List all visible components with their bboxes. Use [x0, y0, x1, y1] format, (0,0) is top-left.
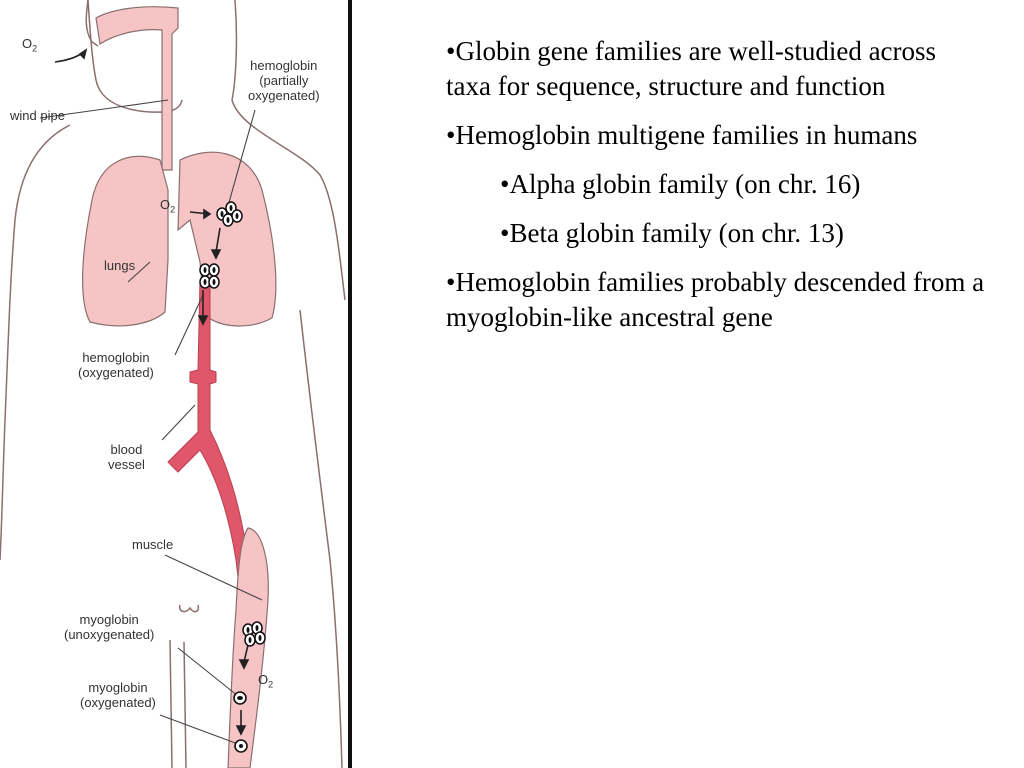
o2-label-top: $O_2$ [22, 36, 38, 54]
right-lung [178, 152, 276, 326]
muscle-label: muscle [132, 537, 174, 552]
o2-label-muscle: $O_2$ [258, 672, 274, 690]
bullet-item: •Hemoglobin multigene families in humans [446, 120, 918, 150]
muscle [228, 528, 268, 768]
wind-pipe [96, 7, 178, 170]
hemoglobin-partial-label: hemoglobin (partially oxygenated) [248, 58, 320, 103]
figure-divider [348, 0, 352, 768]
hemoglobin-oxygenated-label: hemoglobin (oxygenated) [78, 350, 154, 380]
bullet-subitem: •Beta globin family (on chr. 13) [500, 218, 844, 248]
bullet-item: •Globin gene families are well-studied across taxa for sequence, structure and function [446, 36, 937, 101]
myoglobin-unoxygenated-label: myoglobin (unoxygenated) [64, 612, 155, 642]
left-lung [83, 156, 168, 325]
bullet-subitem: •Alpha globin family (on chr. 16) [500, 169, 861, 199]
blood-vessel-label: blood vessel [108, 442, 145, 472]
myoglobin-oxygenated-label: myoglobin (oxygenated) [80, 680, 156, 710]
anatomy-figure [0, 0, 352, 768]
bullet-item: •Hemoglobin families probably descended from a myoglobin-like ancestral gene [446, 267, 985, 332]
bullet-list [446, 34, 986, 349]
wind-pipe-label: wind pipe [10, 108, 65, 123]
lungs-label: lungs [104, 258, 136, 273]
o2-label-lungs: $O_2$ [160, 197, 176, 215]
